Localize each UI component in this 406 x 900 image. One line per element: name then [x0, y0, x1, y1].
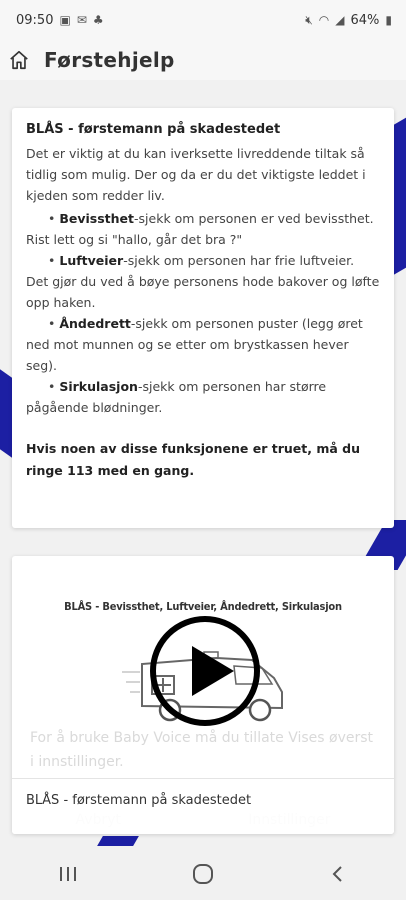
battery-icon: ▮ — [385, 13, 392, 27]
list-item: • Bevissthet-sjekk om personen er ved bevissthet. Rist lett og si "hallo, går det bra ?" — [26, 211, 374, 247]
card-body — [26, 143, 380, 482]
list-item: • Åndedrett-sjekk om personen puster (legg øret ned mot munnen og se etter om brystkassen hever seg). — [26, 316, 363, 373]
back-icon — [330, 864, 346, 884]
home-nav-button[interactable] — [173, 854, 233, 894]
background-decoration — [0, 362, 12, 457]
page-title: Førstehjelp — [44, 48, 175, 72]
status-right — [305, 13, 392, 28]
list-item-term: Luftveier — [59, 253, 124, 268]
signal-icon: ◢ — [335, 13, 345, 27]
list-item-term: Bevissthet — [59, 211, 135, 226]
list-item-term: Sirkulasjon — [59, 379, 138, 394]
list-item: • Sirkulasjon-sjekk om personen har større pågående blødninger. — [26, 379, 327, 415]
list-item: • Luftveier-sjekk om personen har frie luftveier. Det gjør du ved å bøye personens hode bakover og løfte opp haken. — [26, 253, 380, 310]
video-thumbnail[interactable] — [12, 556, 394, 778]
mute-icon: 🔇︎ — [305, 12, 313, 27]
recent-apps-icon — [58, 865, 78, 883]
home-circle-icon — [192, 863, 214, 885]
wifi-icon: ◠ — [318, 13, 330, 27]
back-button[interactable] — [308, 854, 368, 894]
warning-text: Hvis noen av disse funksjonene er truet, må du ringe 113 med en gang. — [26, 441, 360, 478]
status-time: 09:50 — [16, 12, 54, 28]
background-decoration — [97, 836, 139, 846]
message-icon: ✉ — [76, 13, 87, 27]
card-heading: BLÅS - førstemann på skadestedet — [26, 122, 281, 137]
thumbnail-caption: BLÅS - Bevissthet, Luftveier, Åndedrett, Sirkulasjon — [64, 600, 342, 613]
recent-apps-button[interactable] — [38, 854, 98, 894]
play-icon[interactable] — [148, 614, 262, 728]
info-card — [12, 108, 394, 528]
status-bar — [0, 0, 406, 40]
gallery-icon: ▣ — [59, 13, 71, 27]
home-icon[interactable] — [8, 49, 30, 71]
navigation-bar — [0, 848, 406, 900]
app-bar — [0, 40, 406, 80]
overlay-ghost-text: For å bruke Baby Voice må du tillate Vises øverst i innstillinger. — [30, 730, 374, 770]
battery-level: 64% — [350, 12, 380, 28]
status-left — [16, 13, 104, 28]
background-decoration — [394, 115, 406, 274]
list-item-text: -sjekk om personen er ved bevissthet. Rist lett og si "hallo, går det bra ?" — [26, 211, 374, 247]
list-item-text: -sjekk om personen har større pågående blødninger. — [26, 379, 327, 415]
list-item-term: Åndedrett — [59, 316, 131, 331]
video-card[interactable] — [12, 556, 394, 834]
list-item-text: -sjekk om personen har frie luftveier. Det gjør du ved å bøye personens hode bakover og løfte opp haken. — [26, 253, 380, 310]
checklist — [26, 208, 380, 418]
video-title: BLÅS - førstemann på skadestedet — [12, 778, 394, 834]
notification-icon: ♣ — [92, 13, 104, 27]
card-intro: Det er viktig at du kan iverksette livreddende tiltak så tidlig som mulig. Der og da er du det viktigste leddet i kjeden som redder liv. — [26, 146, 366, 203]
list-item-text: -sjekk om personen puster (legg øret ned mot munnen og se etter om brystkassen hever seg). — [26, 316, 363, 373]
